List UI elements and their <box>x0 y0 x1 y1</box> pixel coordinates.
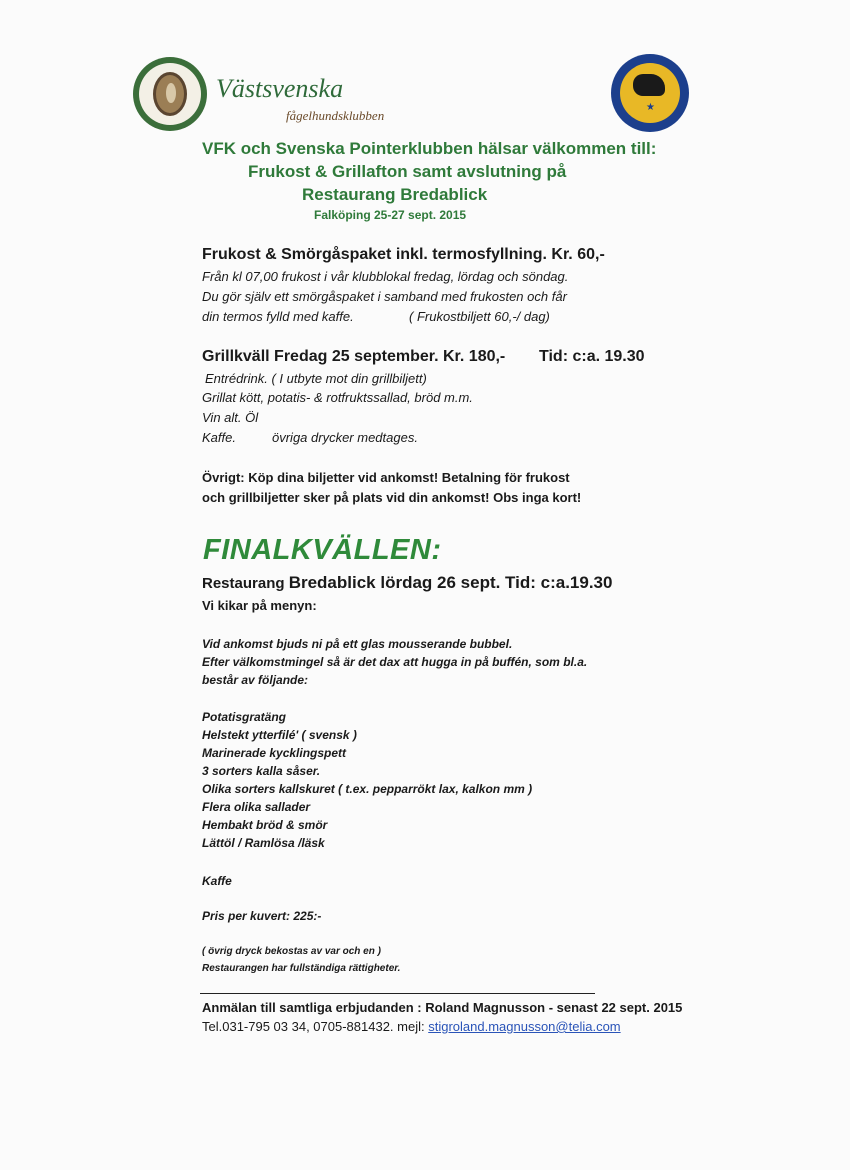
menu-item: Potatisgratäng <box>202 710 287 724</box>
grill-line-2: Grillat kött, potatis- & rotfruktssallad, bröd m.m. <box>202 390 473 405</box>
final-heading: FINALKVÄLLEN: <box>203 534 442 566</box>
signup-contact <box>202 1019 621 1034</box>
intro-line-2: Frukost & Grillafton samt avslutning på <box>248 162 567 181</box>
signup-line-1: Anmälan till samtliga erbjudanden : Roland Magnusson - senast 22 sept. 2015 <box>202 1000 683 1015</box>
menu-item: Lättöl / Ramlösa /läsk <box>202 836 325 850</box>
breakfast-ticket-note: ( Frukostbiljett 60,-/ dag) <box>409 309 550 324</box>
breakfast-line-3: din termos fylld med kaffe. <box>202 309 354 324</box>
signup-phone: Tel.031-795 03 34, 0705-881432. mejl: <box>202 1019 429 1034</box>
final-menu-intro: Vi kikar på menyn: <box>202 598 317 613</box>
grill-time: Tid: c:a. 19.30 <box>539 348 645 365</box>
menu-item: Flera olika sallader <box>202 800 311 814</box>
menu-item: 3 sorters kalla såser. <box>202 764 321 778</box>
final-restaurant-line <box>202 573 612 593</box>
menu-item: Marinerade kycklingspett <box>202 746 347 760</box>
grill-line-4b: övriga drycker medtages. <box>272 430 418 445</box>
intro-line-3: Restaurang Bredablick <box>302 185 488 204</box>
grill-title: Grillkväll Fredag 25 september. Kr. 180,- <box>202 348 506 365</box>
brand-name: Västsvenska <box>216 74 344 103</box>
breakfast-line-1: Från kl 07,00 frukost i vår klubblokal fredag, lördag och söndag. <box>202 269 569 284</box>
breakfast-title: Frukost & Smörgåspaket inkl. termosfyllning. Kr. 60,- <box>202 246 605 263</box>
brand-subtitle: fågelhundsklubben <box>286 108 385 123</box>
bird-emblem-icon <box>133 57 207 131</box>
grill-line-4a: Kaffe. <box>202 430 236 445</box>
menu-item: Olika sorters kallskuret ( t.ex. pepparrökt lax, kalkon mm ) <box>202 782 533 796</box>
grill-line-1: Entrédrink. ( I utbyte mot din grillbiljett) <box>205 371 427 386</box>
intro-line-4: Falköping 25-27 sept. 2015 <box>314 208 467 222</box>
grill-line-3: Vin alt. Öl <box>202 410 259 425</box>
menu-price: Pris per kuvert: 225:- <box>202 909 322 923</box>
divider <box>200 993 595 994</box>
final-welcome-3: består av följande: <box>202 673 309 687</box>
menu-coffee: Kaffe <box>202 874 232 888</box>
menu-item: Hembakt bröd & smör <box>202 818 328 832</box>
drinks-note: ( övrig dryck bekostas av var och en ) <box>202 946 381 957</box>
email-link[interactable]: stigroland.magnusson@telia.com <box>428 1019 621 1034</box>
license-note: Restaurangen har fullständiga rättigheter. <box>202 963 401 974</box>
menu-item: Helstekt ytterfilé' ( svensk ) <box>202 728 357 742</box>
final-restaurant-b: Bredablick lördag 26 sept. Tid: c:a.19.30 <box>288 573 613 592</box>
pointer-dog-emblem-icon: ★ <box>611 54 689 132</box>
other-line-2: och grillbiljetter sker på plats vid din ankomst! Obs inga kort! <box>202 490 582 505</box>
breakfast-line-2: Du gör själv ett smörgåspaket i samband med frukosten och får <box>202 289 567 304</box>
other-line-1: Övrigt: Köp dina biljetter vid ankomst! Betalning för frukost <box>202 470 570 485</box>
final-restaurant-a: Restaurang <box>202 575 289 592</box>
intro-line-1: VFK och Svenska Pointerklubben hälsar välkommen till: <box>202 139 657 158</box>
final-welcome-2: Efter välkomstmingel så är det dax att hugga in på buffén, som bl.a. <box>202 655 588 669</box>
final-welcome-1: Vid ankomst bjuds ni på ett glas mousserande bubbel. <box>202 637 513 651</box>
